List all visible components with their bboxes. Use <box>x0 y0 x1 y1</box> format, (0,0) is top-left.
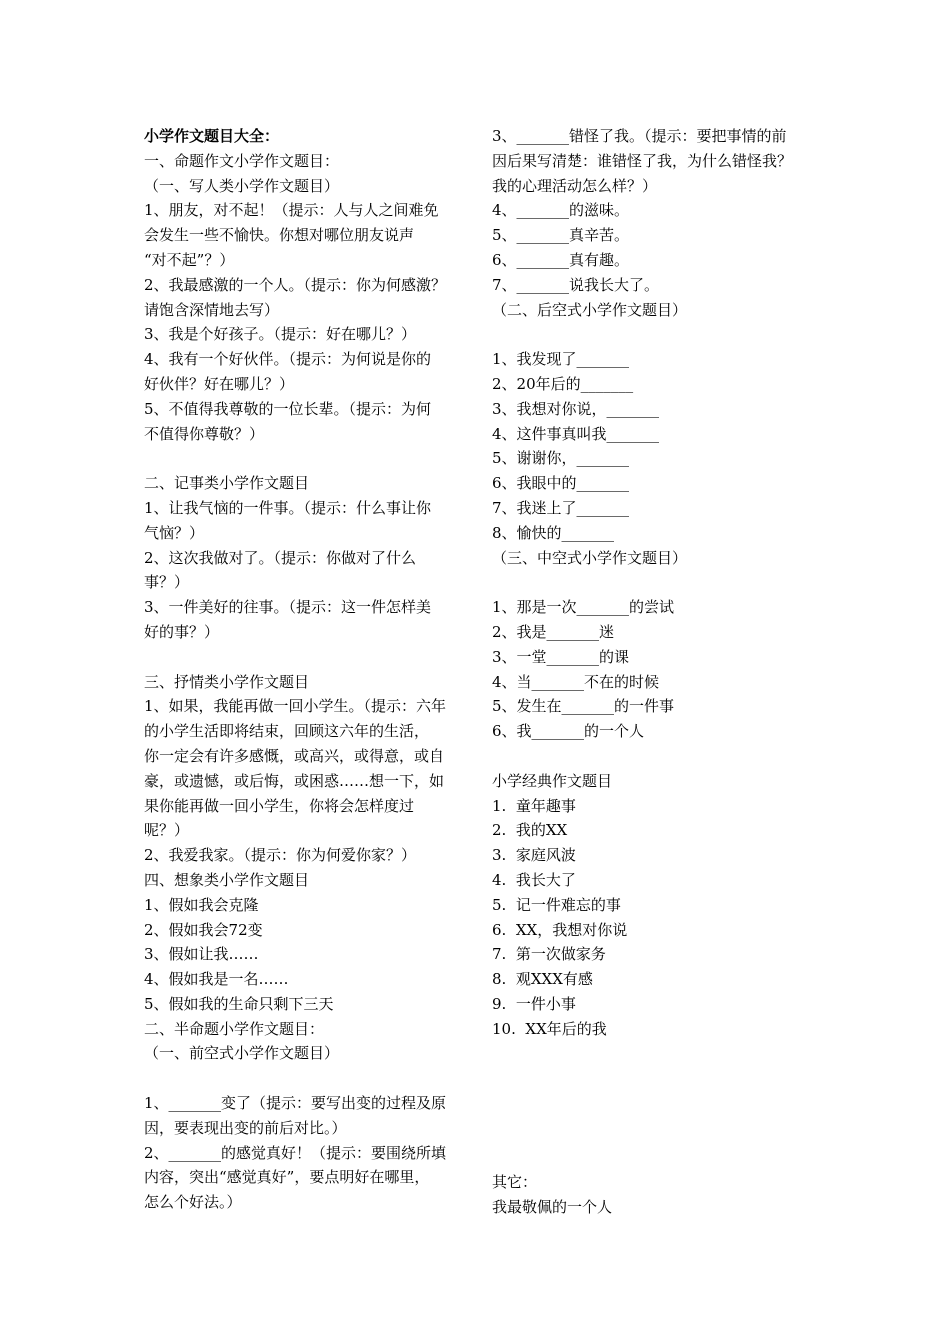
text-line: 气恼？） <box>144 523 205 542</box>
text-line: 3. 家庭风波 <box>492 846 576 865</box>
text-line: 因后果写清楚：谁错怪了我，为什么错怪我？ <box>492 151 793 170</box>
text-line: 内容，突出“感觉真好”，要点明好在哪里， <box>144 1168 430 1187</box>
text-line: 4、当_______不在的时候 <box>492 672 660 691</box>
text-line: 请饱含深情地去写） <box>144 300 280 319</box>
text-line: 好伙伴？好在哪儿？） <box>144 374 295 393</box>
text-line: 2、我最感激的一个人。（提示：你为何感激？ <box>144 275 447 294</box>
text-line: 我最敬佩的一个人 <box>492 1197 613 1216</box>
text-line: （一、写人类小学作文题目） <box>144 176 340 195</box>
text-line: 我的心理活动怎么样？） <box>492 176 658 195</box>
text-line: 4、我有一个好伙伴。（提示：为何说是你的 <box>144 350 432 369</box>
text-line: 2、我是_______迷 <box>492 622 615 641</box>
text-line: 你一定会有许多感慨，或高兴，或得意，或自 <box>144 746 445 765</box>
right-column <box>492 124 822 1041</box>
text-line: 5、谢谢你，_______ <box>492 449 630 468</box>
text-line: （一、前空式小学作文题目） <box>144 1044 340 1063</box>
text-line: 会发生一些不愉快。你想对哪位朋友说声 <box>144 226 415 245</box>
text-line: 2. 我的XX <box>492 821 568 840</box>
text-line: 5、假如我的生命只剩下三天 <box>144 994 334 1013</box>
text-line: 1、_______变了（提示：要写出变的过程及原 <box>144 1094 447 1113</box>
text-line: 3、一件美好的往事。（提示：这一件怎样美 <box>144 598 432 617</box>
left-lines <box>144 149 466 1215</box>
text-line: 2、假如我会72变 <box>144 920 263 939</box>
text-line: 的小学生活即将结束，回顾这六年的生活， <box>144 722 430 741</box>
text-line: 一、命题作文小学作文题目： <box>144 151 340 170</box>
text-line: 2、_______的感觉真好！（提示：要围绕所填 <box>144 1143 447 1162</box>
text-line: 4. 我长大了 <box>492 870 576 889</box>
text-line: “对不起”？） <box>144 250 235 269</box>
text-line: 6、_______真有趣。 <box>492 250 630 269</box>
text-line: 4、假如我是一名…… <box>144 970 289 989</box>
text-line: 不值得你尊敬？） <box>144 424 265 443</box>
text-line: 好的事？） <box>144 622 220 641</box>
text-line: 果你能再做一回小学生，你将会怎样度过 <box>144 796 415 815</box>
text-line: 3、一堂_______的课 <box>492 647 630 666</box>
text-line: 8. 观XXX有感 <box>492 970 593 989</box>
text-line: 1、我发现了_______ <box>492 350 630 369</box>
other-lines <box>492 1170 822 1220</box>
text-line: 4、_______的滋味。 <box>492 201 630 220</box>
text-line <box>144 645 466 670</box>
text-line: 因，要表现出变的前后对比。） <box>144 1118 347 1137</box>
text-line: 豪，或遗憾，或后悔，或困惑……想一下，如 <box>144 771 445 790</box>
text-line: 5、不值得我尊敬的一位长辈。（提示：为何 <box>144 399 432 418</box>
text-line: 5、_______真辛苦。 <box>492 226 630 245</box>
text-line: 怎么个好法。） <box>144 1193 242 1212</box>
text-line <box>492 744 822 769</box>
text-line: 6、我_______的一个人 <box>492 722 645 741</box>
text-line: 事？） <box>144 573 190 592</box>
text-line: 呢？） <box>144 821 190 840</box>
text-line: 3、_______错怪了我。（提示：要把事情的前 <box>492 127 787 145</box>
text-line: 2、20年后的_______ <box>492 374 634 393</box>
text-line: 二、记事类小学作文题目 <box>144 474 310 493</box>
text-line: 6、我眼中的_______ <box>492 474 630 493</box>
text-line: （二、后空式小学作文题目） <box>492 300 688 319</box>
text-line: 10. XX年后的我 <box>492 1019 607 1038</box>
text-line: 二、半命题小学作文题目： <box>144 1019 325 1038</box>
text-line: 5. 记一件难忘的事 <box>492 895 621 914</box>
text-line: 1、让我气恼的一件事。（提示：什么事让你 <box>144 498 432 517</box>
text-line: 8、愉快的_______ <box>492 523 615 542</box>
text-line: 其它： <box>492 1173 538 1191</box>
text-line: 7、_______说我长大了。 <box>492 275 660 294</box>
text-line: 3、我是个好孩子。（提示：好在哪儿？） <box>144 325 417 344</box>
text-line <box>144 446 466 471</box>
text-line: （三、中空式小学作文题目） <box>492 548 688 567</box>
text-line <box>492 322 822 347</box>
text-line: 9. 一件小事 <box>492 994 576 1013</box>
right-lines <box>492 124 822 1041</box>
text-line: 5、发生在_______的一件事 <box>492 697 675 716</box>
document-title: 小学作文题目大全： <box>144 127 280 145</box>
text-line: 四、想象类小学作文题目 <box>144 870 310 889</box>
text-line: 2、这次我做对了。（提示：你做对了什么 <box>144 548 417 567</box>
text-line: 小学经典作文题目 <box>492 771 613 790</box>
text-line: 6. XX，我想对你说 <box>492 920 628 939</box>
text-line: 1、那是一次_______的尝试 <box>492 598 675 617</box>
text-line: 7、我迷上了_______ <box>492 498 630 517</box>
text-line: 1、假如我会克隆 <box>144 895 259 914</box>
text-line: 1. 童年趣事 <box>492 796 576 815</box>
text-line <box>144 1066 466 1091</box>
text-line: 三、抒情类小学作文题目 <box>144 672 310 691</box>
other-section <box>492 1170 822 1220</box>
text-line: 4、这件事真叫我_______ <box>492 424 660 443</box>
text-line: 3、假如让我…… <box>144 945 259 964</box>
text-line: 7. 第一次做家务 <box>492 945 606 964</box>
left-column <box>144 124 466 1215</box>
text-line <box>492 570 822 595</box>
text-line: 1、朋友，对不起！（提示：人与人之间难免 <box>144 201 439 220</box>
text-line: 2、我爱我家。（提示：你为何爱你家？） <box>144 846 417 865</box>
text-line: 3、我想对你说，_______ <box>492 399 660 418</box>
text-line: 1、如果，我能再做一回小学生。（提示：六年 <box>144 697 447 716</box>
